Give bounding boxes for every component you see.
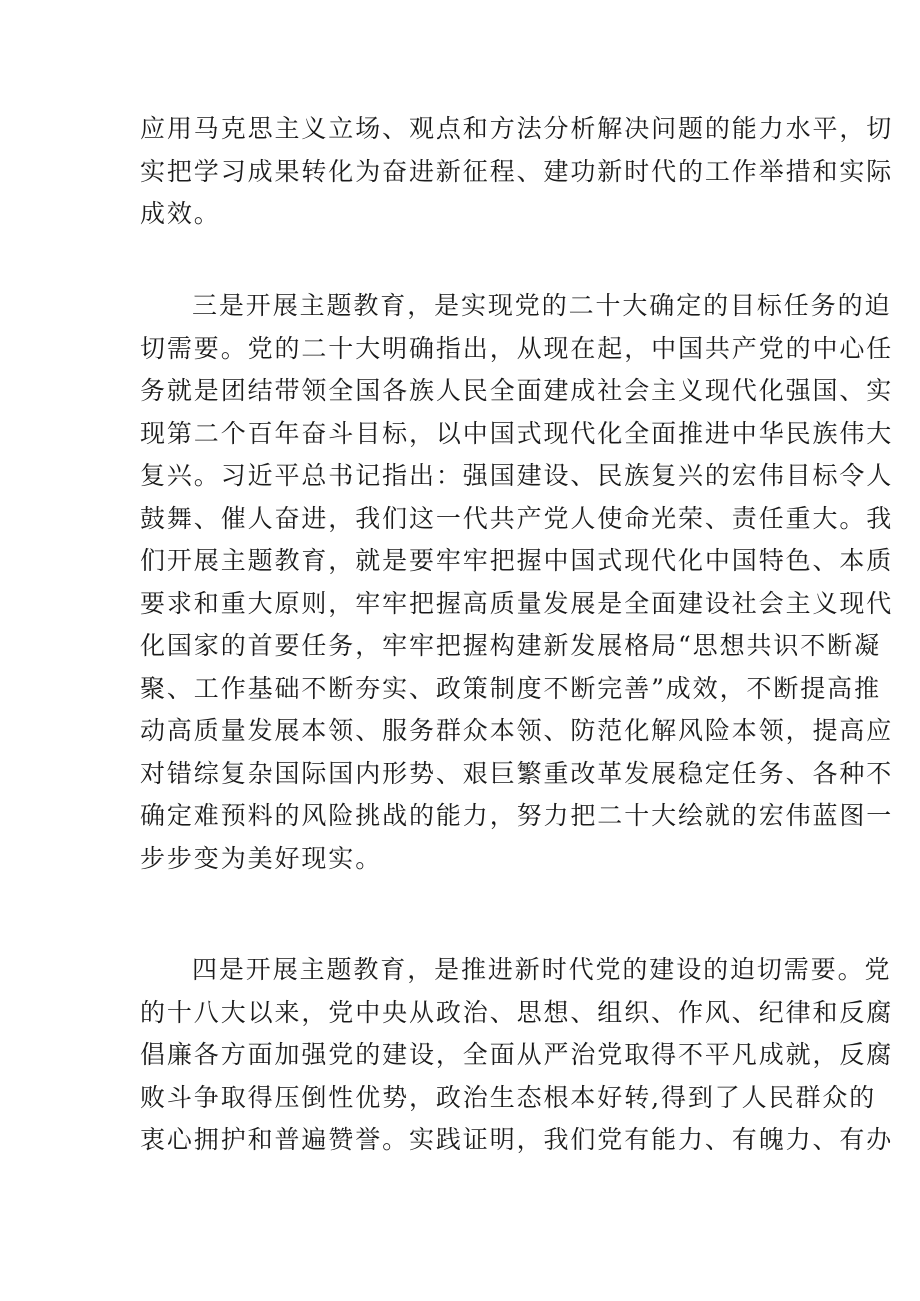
paragraph-3 [140,949,894,1162]
paragraph-line: 倡廉各方面加强党的建设，全面从严治党取得不平凡成就，反腐 [140,1040,894,1069]
paragraph-line: 鼓舞、催人奋进，我们这一代共产党人使命光荣、责任重大。我 [140,503,894,533]
paragraph-line: 确定难预料的风险挑战的能力，努力把二十大绘就的宏伟蓝图一 [140,801,894,830]
paragraph-line: 衷心拥护和普遍赞誉。实践证明，我们党有能力、有魄力、有办 [140,1125,894,1154]
paragraph-line: 四是开展主题教育，是推进新时代党的建设的迫切需要。党 [192,955,892,984]
paragraph-line: 步步变为美好现实。 [140,843,383,873]
paragraph-line: 动高质量发展本领、服务群众本领、防范化解风险本领，提高应 [140,716,894,745]
paragraph-2 [140,285,894,880]
paragraph-line: 化国家的首要任务，牢牢把握构建新发展格局“思想共识不断凝 [140,631,881,660]
paragraph-line: 三是开展主题教育，是实现党的二十大确定的目标任务的迫 [192,291,892,320]
paragraph-line: 对错综复杂国际国内形势、艰巨繁重改革发展稳定任务、各种不 [140,758,894,788]
paragraph-line: 应用马克思主义立场、观点和方法分析解决问题的能力水平，切 [140,114,894,143]
paragraph-line: 的十八大以来，党中央从政治、思想、组织、作风、纪律和反腐 [140,997,894,1027]
paragraph-1 [140,108,894,236]
paragraph-line: 要求和重大原则，牢牢把握高质量发展是全面建设社会主义现代 [140,588,894,618]
paragraph-line: 复兴。习近平总书记指出：强国建设、民族复兴的宏伟目标令人 [140,461,894,490]
paragraph-line: 务就是团结带领全国各族人民全面建成社会主义现代化强国、实 [140,376,894,405]
paragraph-line: 实把学习成果转化为奋进新征程、建功新时代的工作举措和实际 [140,156,894,186]
paragraph-line: 聚、工作基础不断夯实、政策制度不断完善”成效，不断提高推 [140,673,881,703]
paragraph-line: 成效。 [140,199,221,228]
paragraph-line: 败斗争取得压倒性优势，政治生态根本好转,得到了人民群众的 [140,1082,877,1112]
paragraph-line: 们开展主题教育，就是要牢牢把握中国式现代化中国特色、本质 [140,546,894,575]
paragraph-line: 切需要。党的二十大明确指出，从现在起，中国共产党的中心任 [140,333,894,363]
paragraph-line: 现第二个百年奋斗目标，以中国式现代化全面推进中华民族伟大 [140,418,894,448]
